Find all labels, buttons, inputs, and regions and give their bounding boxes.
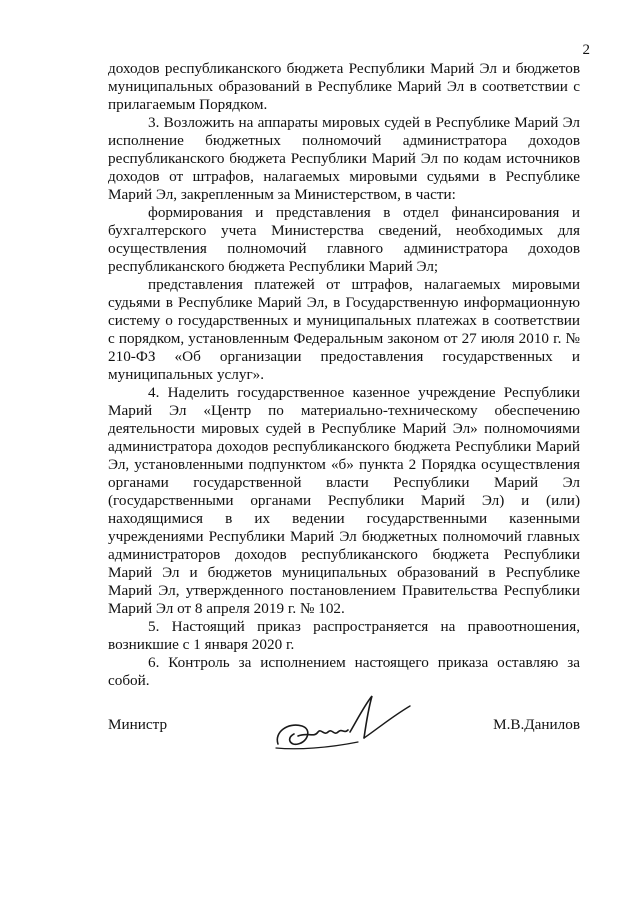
handwritten-signature <box>268 692 418 762</box>
page-number: 2 <box>582 42 590 58</box>
document-body <box>108 60 580 690</box>
paragraph-item-6: 6. Контроль за исполнением настоящего приказа оставляю за собой. <box>108 654 580 689</box>
paragraph-item-3-sub-2: представления платежей от штрафов, налагаемых мировыми судьями в Республике Марий Эл, в Государственную информационную систему о государственных и муниципальных платежах в соответствии с порядком, установленным Федеральным законом от 27 июля 2010 г. № 210-ФЗ «Об организации предоставления государственных и муниципальных услуг». <box>108 276 580 383</box>
paragraph-item-3: 3. Возложить на аппараты мировых судей в Республике Марий Эл исполнение бюджетных полномочий администратора доходов республиканского бюджета Республики Марий Эл по кодам источников доходов от штрафов, налагаемых мировыми судьями в Республике Марий Эл, закрепленным за Министерством, в части: <box>108 114 580 203</box>
signatory-title: Министр <box>108 716 168 733</box>
signature-block <box>108 692 580 762</box>
paragraph-item-4: 4. Наделить государственное казенное учреждение Республики Марий Эл «Центр по материально-техническому обеспечению деятельности мировых судей в Республике Марий Эл» полномочиями администратора доходов республиканского бюджета Республики Марий Эл, установленными подпунктом «б» пункта 2 Порядка осуществления органами государственной власти Республики Марий Эл (государственными органами Республики Марий Эл) и (или) находящимися в их ведении государственными казенными учреждениями Республики Марий Эл бюджетных полномочий главных администраторов доходов республиканского бюджета Республики Марий Эл и бюджетов муниципальных образований в Республике Марий Эл, утвержденного постановлением Правительства Республики Марий Эл от 8 апреля 2019 г. № 102. <box>108 384 580 617</box>
signatory-name: М.В.Данилов <box>493 716 580 733</box>
paragraph-item-5: 5. Настоящий приказ распространяется на правоотношения, возникшие с 1 января 2020 г. <box>108 618 580 653</box>
paragraph-item-3-sub-1: формирования и представления в отдел финансирования и бухгалтерского учета Министерства сведений, необходимых для осуществления полномочий главного администратора доходов республиканского бюджета Республики Марий Эл; <box>108 204 580 275</box>
paragraph-continuation: доходов республиканского бюджета Республики Марий Эл и бюджетов муниципальных образований в Республике Марий Эл в соответствии с прилагаемым Порядком. <box>108 60 580 113</box>
